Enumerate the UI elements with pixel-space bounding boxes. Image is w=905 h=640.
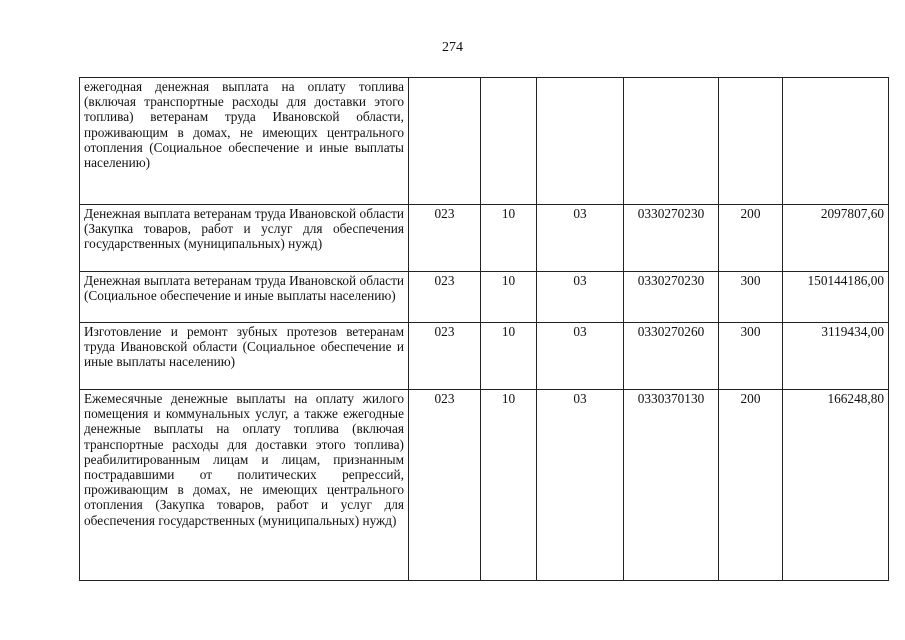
target-article-code: [624, 78, 719, 205]
row-description: Денежная выплата ветеранам труда Ивановской области (Закупка товаров, работ и услуг для обеспечения государственных (муниципальных) нужд): [80, 205, 409, 272]
table-row: [80, 272, 889, 323]
expense-type-code: 300: [719, 323, 783, 390]
ministry-code: 023: [409, 390, 481, 581]
expense-type-code: 300: [719, 272, 783, 323]
section-code: 10: [481, 272, 537, 323]
target-article-code: 0330370130: [624, 390, 719, 581]
subsection-code: 03: [537, 272, 624, 323]
amount: 3119434,00: [783, 323, 889, 390]
ministry-code: 023: [409, 323, 481, 390]
table-row: [80, 323, 889, 390]
section-code: 10: [481, 323, 537, 390]
subsection-code: 03: [537, 390, 624, 581]
subsection-code: 03: [537, 323, 624, 390]
table-row: [80, 205, 889, 272]
expense-type-code: [719, 78, 783, 205]
subsection-code: [537, 78, 624, 205]
table-row: [80, 78, 889, 205]
row-description: Изготовление и ремонт зубных протезов ветеранам труда Ивановской области (Социальное обеспечение и иные выплаты населению): [80, 323, 409, 390]
section-code: [481, 78, 537, 205]
section-code: 10: [481, 205, 537, 272]
budget-table: [79, 77, 889, 581]
amount: [783, 78, 889, 205]
amount: 150144186,00: [783, 272, 889, 323]
target-article-code: 0330270230: [624, 272, 719, 323]
page-number: 274: [442, 40, 463, 55]
subsection-code: 03: [537, 205, 624, 272]
row-description: Ежемесячные денежные выплаты на оплату жилого помещения и коммунальных услуг, а также ежегодные денежные выплаты на оплату топлива (включая транспортные расходы для доставки этого топлива) реабилитированным лицам и лицам, признанным пострадавшими от политических репрессий, проживающим в домах, не имеющих центрального отопления (Закупка товаров, работ и услуг для обеспечения государственных (муниципальных) нужд): [80, 390, 409, 581]
row-description: ежегодная денежная выплата на оплату топлива (включая транспортные расходы для доставки этого топлива) ветеранам труда Ивановской области, проживающим в домах, не имеющих центрального отопления (Социальное обеспечение и иные выплаты населению): [80, 78, 409, 205]
section-code: 10: [481, 390, 537, 581]
expense-type-code: 200: [719, 205, 783, 272]
expense-type-code: 200: [719, 390, 783, 581]
target-article-code: 0330270260: [624, 323, 719, 390]
amount: 2097807,60: [783, 205, 889, 272]
ministry-code: 023: [409, 205, 481, 272]
row-description: Денежная выплата ветеранам труда Ивановской области (Социальное обеспечение и иные выплаты населению): [80, 272, 409, 323]
amount: 166248,80: [783, 390, 889, 581]
target-article-code: 0330270230: [624, 205, 719, 272]
table-row: [80, 390, 889, 581]
ministry-code: [409, 78, 481, 205]
ministry-code: 023: [409, 272, 481, 323]
